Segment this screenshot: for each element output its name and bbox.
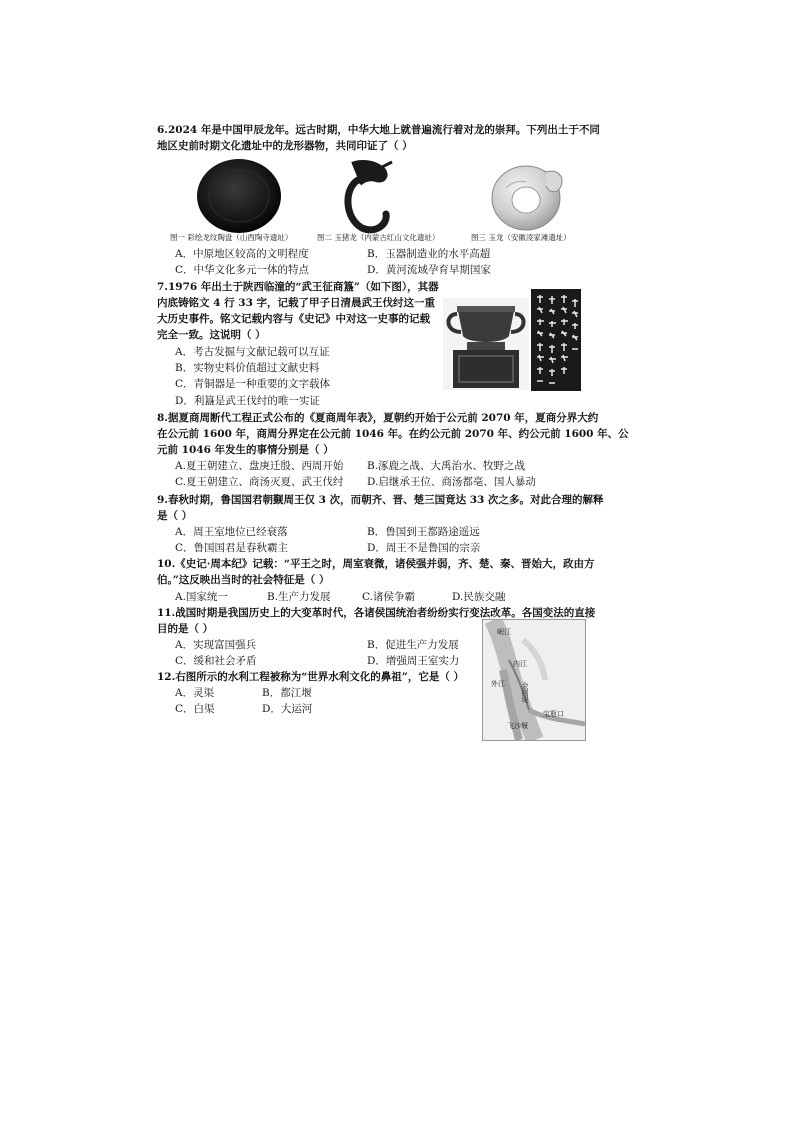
q6-stem-line1: 6.2024 年是中国甲辰龙年。远古时期，中华大地上就普遍流行着对龙的崇拜。下列出土于不同 — [157, 124, 600, 136]
map-label-outer: 外江 — [491, 680, 505, 688]
q7-stem-line1: 7.1976 年出土于陕西临潼的“武王征商簋”（如下图），其器 — [157, 281, 439, 293]
map-label-inner: 内江 — [513, 660, 527, 668]
bronze-gui-vessel-image — [443, 298, 529, 390]
q10-stem-line2: 伯。”这反映出当时的社会特征是（ ） — [157, 574, 330, 586]
figure1-dragon-plate-image — [196, 158, 282, 234]
q6-option-a: A．中原地区较高的文明程度 — [175, 248, 309, 260]
q7-option-b: B．实物史料价值超过文献史料 — [175, 362, 320, 374]
q8-stem-line1: 8.据夏商周断代工程正式公布的《夏商周年表》，夏朝约开始于公元前 2070 年，夏商分界大约 — [157, 412, 599, 424]
q6-option-c: C．中华文化多元一体的特点 — [175, 264, 310, 276]
figure1-caption: 图一 彩绘龙纹陶盘（山西陶寺遗址） — [170, 233, 293, 242]
q9-option-c: C．鲁国国君是春秋霸主 — [175, 542, 289, 554]
figure2-caption: 图二 玉猪龙（内蒙古红山文化遗址） — [317, 233, 440, 242]
q12-stem: 12.右图所示的水利工程被称为“世界水利文化的鼻祖”，它是（ ） — [157, 671, 465, 683]
map-label-mouth: 宝瓶口 — [543, 710, 564, 718]
q7-stem-line4: 完全一致。这说明（ ） — [157, 329, 266, 341]
q10-option-d: D.民族交融 — [452, 591, 506, 603]
inscription-rubbing-image — [531, 289, 581, 391]
q7-stem-line3: 大历史事件。铭文记载内容与《史记》中对这一史事的记载 — [157, 313, 430, 325]
q7-stem-line2: 内底铸铭文 4 行 33 字，记载了甲子日清晨武王伐纣这一重 — [157, 297, 436, 309]
q11-stem-line2: 目的是（ ） — [157, 623, 214, 635]
q11-option-a: A．实现富国强兵 — [175, 639, 257, 651]
q10-stem-line1: 10.《史记·周本纪》记载：“平王之时，周室衰微，诸侯强并弱，齐、楚、秦、晋始大，政由方 — [157, 558, 595, 570]
q9-option-a: A．周王室地位已经衰落 — [175, 526, 288, 538]
q7-option-d: D．利簋是武王伐纣的唯一实证 — [175, 395, 320, 407]
q9-option-d: D．周王不是鲁国的宗亲 — [367, 542, 481, 554]
q12-option-a: A．灵渠 — [175, 687, 215, 699]
dujiangyan-map — [482, 619, 586, 741]
figure2-jade-pig-dragon-image — [340, 158, 396, 234]
q11-option-d: D．增强周王室实力 — [367, 655, 460, 667]
q10-option-b: B.生产力发展 — [267, 591, 331, 603]
q7-option-c: C．青铜器是一种重要的文字载体 — [175, 378, 331, 390]
q8-option-c: C.夏王朝建立、商汤灭夏、武王伐纣 — [175, 476, 344, 488]
figure3-jade-dragon-image — [486, 158, 570, 234]
q10-option-c: C.诸侯争霸 — [362, 591, 415, 603]
q8-option-d: D.启继承王位、商汤都亳、国人暴动 — [367, 476, 536, 488]
q6-option-b: B．玉器制造业的水平高超 — [367, 248, 491, 260]
q8-option-a: A.夏王朝建立、盘庚迁殷、西周开始 — [175, 460, 344, 472]
q6-stem-line2: 地区史前时期文化遗址中的龙形器物，共同印证了（ ） — [157, 140, 413, 152]
q8-stem-line2: 在公元前 1600 年，商周分界定在公元前 1046 年。在约公元前 2070 年、约公元前 1600 年、公 — [157, 428, 629, 440]
q8-stem-line3: 元前 1046 年发生的事情分别是（ ） — [157, 444, 334, 456]
q6-option-d: D．黄河流域孕育早期国家 — [367, 264, 491, 276]
q10-option-a: A.国家统一 — [175, 591, 228, 603]
q11-option-b: B．促进生产力发展 — [367, 639, 459, 651]
map-label-sand: 飞沙堰 — [507, 722, 528, 730]
q12-option-c: C．白渠 — [175, 703, 215, 715]
q12-option-b: B．都江堰 — [262, 687, 312, 699]
q8-option-b: B.涿鹿之战、大禹治水、牧野之战 — [367, 460, 526, 472]
q11-option-c: C．缓和社会矛盾 — [175, 655, 257, 667]
figure3-caption: 图三 玉龙（安徽凌家滩遗址） — [471, 233, 571, 242]
q9-stem-line1: 9.春秋时期，鲁国国君朝觐周王仅 3 次，而朝齐、晋、楚三国竟达 33 次之多。对此合理的解释 — [157, 494, 604, 506]
q12-option-d: D．大运河 — [262, 703, 313, 715]
map-label-river: 岷江 — [497, 628, 511, 636]
q11-stem-line1: 11.战国时期是我国历史上的大变革时代，各诸侯国统治者纷纷实行变法改革。各国变法的直接 — [157, 607, 596, 619]
map-label-weir: 金刚堤 — [521, 682, 529, 703]
q9-option-b: B．鲁国到王都路途遥远 — [367, 526, 480, 538]
q7-option-a: A．考古发掘与文献记载可以互证 — [175, 346, 330, 358]
q9-stem-line2: 是（ ） — [157, 510, 193, 522]
